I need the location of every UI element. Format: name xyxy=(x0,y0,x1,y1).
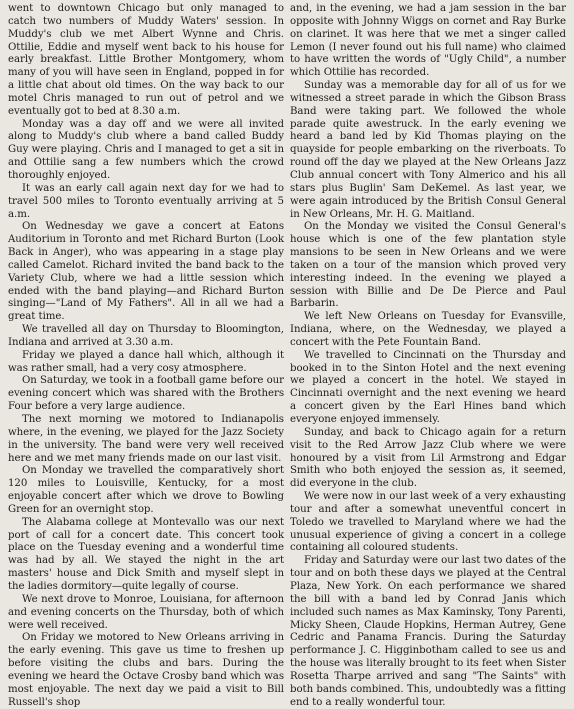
paragraph: Monday was a day off and we were all invited along to Muddy's club where a band called Buddy Guy were playing. Chris and I managed to get a sit in and Ottilie sang a few numbers which the crowd thoroughly enjoyed. xyxy=(8,118,284,181)
paragraph: On Wednesday we gave a concert at Eatons Auditorium in Toronto and met Richard Burton (Look Back in Anger), who was appearing in a stage play called Camelot. Richard invited the band back to the Variety Club, where we had a little session which ended with the band playing—and Richard Burton singing—"Land of My Fathers". All in all we had a great time. xyxy=(8,221,284,323)
paragraph: We travelled all day on Thursday to Bloomington, Indiana and arrived at 3.30 a.m. xyxy=(8,324,284,348)
left-column xyxy=(8,3,284,708)
paragraph: Friday we played a dance hall which, although it was rather small, had a very cosy atmosphere. xyxy=(8,349,284,374)
right-column xyxy=(290,3,566,708)
paragraph: On Friday we motored to New Orleans arriving in the early evening. This gave us time to freshen up before visiting the clubs and bars. During the evening we heard the Octave Crosby band which was most enjoyable. The next day we paid a visit to Bill Russell's shop xyxy=(8,632,284,708)
paragraph: Sunday was a memorable day for all of us for we witnessed a street parade in which the Gibson Brass Band were taking part. We followed the whole parade quite awestruck. In the early evening we heard a band led by Kid Thomas playing on the quayside for people embarking on the riverboats. To round off the day we played at the New Orleans Jazz Club annual concert with Tony Almerico and his all stars plus Buglin' Sam DeKemel. As last year, we were again introduced by the British Consul General in New Orleans, Mr. H. G. Maitland. xyxy=(290,80,566,220)
paragraph: On Saturday, we took in a football game before our evening concert which was shared with the Brothers Four before a very large audience. xyxy=(8,375,284,413)
paragraph: It was an early call again next day for we had to travel 500 miles to Toronto eventually arriving at 5 a.m. xyxy=(8,182,284,220)
paragraph: On the Monday we visited the Consul General's house which is one of the few plantation style mansions to be seen in New Orleans and we were taken on a tour of the mansion which proved very interesting indeed. In the evening we played a session with Billie and De De Pierce and Paul Barbarin. xyxy=(290,221,566,310)
paragraph: We next drove to Monroe, Louisiana, for afternoon and evening concerts on the Thursday, both of which were well received. xyxy=(8,593,284,631)
paragraph: We left New Orleans on Tuesday for Evansville, Indiana, where, on the Wednesday, we played a concert with the Pete Fountain Band. xyxy=(290,311,566,348)
paragraph: We travelled to Cincinnati on the Thursday and booked in to the Sinton Hotel and the next evening we played a concert in the hotel. We stayed in Cincinnati overnight and the next evening we heard a concert given by the Earl Hines band which everyone enjoyed immensely. xyxy=(290,349,566,425)
paragraph: On Monday we travelled the comparatively short 120 miles to Louisville, Kentucky, for a most enjoyable concert after which we drove to Bowling Green for an overnight stop. xyxy=(8,465,284,515)
paragraph: The next morning we motored to Indianapolis where, in the evening, we played for the Jazz Society in the university. The band were very well received here and we met many friends made on our last visit. xyxy=(8,414,284,464)
paragraph: went to downtown Chicago but only managed to catch two numbers of Muddy Waters' session. In Muddy's club we met Albert Wynne and Chris. Ottilie, Eddie and myself went back to his house for early breakfast. Little Brother Montgomery, whom many of you will have seen in England, popped in for a little chat about old times. On the way back to our motel Chris managed to run out of petrol and we eventually got to bed at 8.30 a.m. xyxy=(8,3,284,117)
paragraph: We were now in our last week of a very exhausting tour and after a somewhat uneventful concert in Toledo we travelled to Maryland where we had the unusual experience of giving a concert in a college containing all coloured students. xyxy=(290,491,566,554)
paragraph: Sunday, and back to Chicago again for a return visit to the Red Arrow Jazz Club where we were honoured by a visit from Lil Armstrong and Edgar Smith who both enjoyed the session as, it seemed, did everyone in the club. xyxy=(290,426,566,490)
paragraph: and, in the evening, we had a jam session in the bar opposite with Johnny Wiggs on cornet and Ray Burke on clarinet. It was here that we met a singer called Lemon (I never found out his full name) who claimed to have written the words of "Ugly Child", a number which Ottilie has recorded. xyxy=(290,3,566,79)
paragraph: The Alabama college at Montevallo was our next port of call for a concert date. This concert took place on the Tuesday evening and a wonderful time was had by all. We stayed the night in the art masters' house and Dick Smith and myself slept in the ladies dormitory—quite legally of course. xyxy=(8,516,284,592)
paragraph: Friday and Saturday were our last two dates of the tour and on both these days we played at the Central Plaza, New York. On each performance we shared the bill with a band led by Conrad Janis which included such names as Max Kaminsky, Tony Parenti, Micky Sheen, Claude Hopkins, Herman Autrey, Gene Cedric and Panama Francis. During the Saturday performance J. C. Higginbotham called to see us and the house was literally brought to its feet when Sister Rosetta Tharpe arrived and sang "The Saints" with both bands combined. This, undoubtedly was a fitting end to a really wonderful tour. xyxy=(290,555,566,708)
